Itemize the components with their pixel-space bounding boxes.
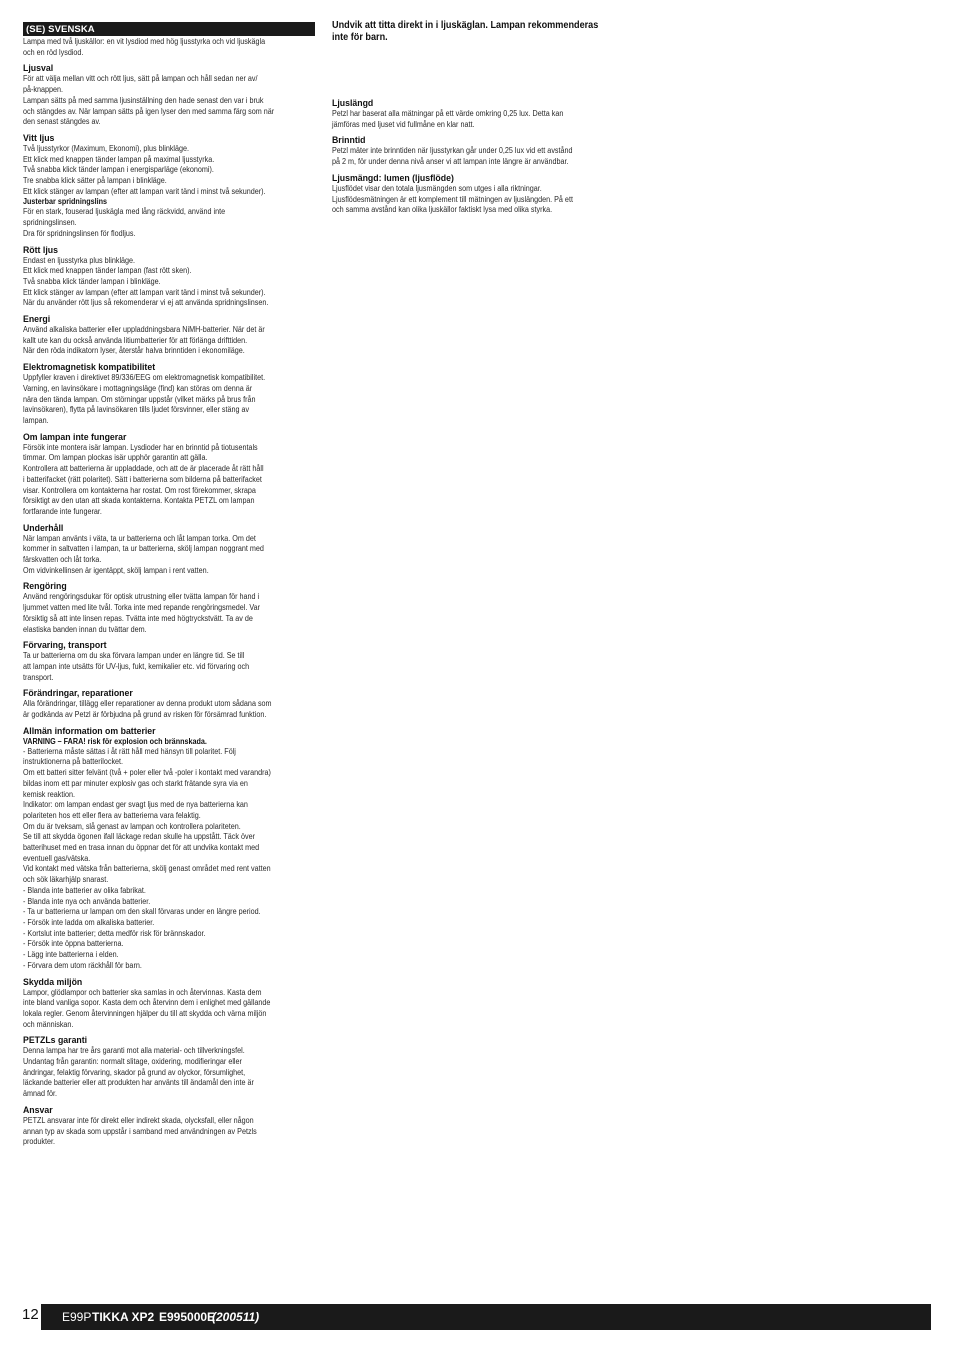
section-body: Två ljusstyrkor (Maximum, Ekonomi), plus blinkläge. Ett klick med knappen tänder lampan på maximal ljusstyrka. Två snabba klick tänder lampan i energisparläge (ekonomi). Tre snabba klick sätter på lampan i blinkläge. Ett klick stänger av lampan (efter att lampan varit tänd i minst två sekunder).	[23, 143, 266, 196]
page-number: 12	[22, 1306, 39, 1323]
warning-subheading: VARNING – FARA! risk för explosion och brännskada.	[23, 736, 207, 746]
section-title: Elektromagnetisk kompatibilitet	[23, 362, 156, 374]
section-title: Vitt ljus	[23, 132, 55, 144]
section-body: Använd rengöringsdukar för optisk utrustning eller tvätta lampan för hand i ljummet vatten med lite tvål. Torka inte med repande rengöringsmedel. Var försiktig så att inte linsen repas. Tvätta inte med högtryckstvätt. Ta av de elastiska banden innan du tvättar dem.	[23, 592, 261, 634]
light-specs	[332, 98, 622, 216]
intro-text: Lampa med två ljuskällor: en vit lysdiod med hög ljusstyrka och vid ljuskägla och en röd lysdiod.	[23, 37, 266, 57]
section-title: Ljuslängd	[332, 98, 374, 109]
section-title: Ansvar	[23, 1104, 53, 1116]
section-body: Uppfyller kraven i direktivet 89/336/EEG om elektromagnetisk kompatibilitet. Varning, en lavinsökare i mottagningsläge (find) kan störas om denna är nära den tända lampan. Om störningar uppstår (vilket märks på brus från lavinsökaren), flytta på lavinsökaren tills ljudet försvinner, eller stäng av lampan.	[23, 373, 266, 425]
section-body: Ljusflödet visar den totala ljusmängden som utges i alla riktningar. Ljusflödesmätningen är ett komplement till mätningen av ljuslängden. På ett och samma avstånd kan olika ljuskällor faktiskt lysa med olika styrka.	[332, 183, 573, 215]
section-title: PETZLs garanti	[23, 1035, 88, 1047]
section-body: Petzl mäter inte brinntiden när ljusstyrkan går under 0,25 lux vid ett avstånd på 2 m, för under denna nivå anser vi att lampan inte längre är användbar.	[332, 146, 573, 167]
section-body: Petzl har baserat alla mätningar på ett värde omkring 0,25 lux. Detta kan jämföras med ljuset vid fullmåne en klar natt.	[332, 109, 564, 129]
section-title: Förvaring, transport	[23, 640, 107, 652]
section-title: Skydda miljön	[23, 976, 83, 988]
section-body: Använd alkaliska batterier eller uppladdningsbara NiMH-batterier. När det är kallt ute kan du också använda litiumbatterier för att förlänga drifttiden. När den röda indikatorn lyser, återstår halva brinntiden i ekonomiläge.	[23, 325, 265, 356]
section-body: Alla förändringar, tillägg eller reparationer av denna produkt utom sådana som är godkända av Petzl är förbjudna på grund av risken för försämrad funktion.	[23, 699, 272, 720]
section-title: Rött ljus	[23, 244, 58, 256]
section-body: Försök inte montera isär lampan. Lysdioder har en brinntid på tiotusentals timmar. Om lampan plockas isär upphör garantin att gälla. Kontrollera att batterierna är uppladdade, och att de är placerade åt rätt håll i batterifacket (rätt polaritet). Sätt i batterierna som bilderna på batterifacket visar. Kontrollera om kontakterna har rostat. Om rost förekommer, skrapa försiktigt av den utan att skada kontakterna. Kontakta PETZL om lampan fortfarande inte fungerar.	[23, 442, 264, 516]
section-body: - Batterierna måste sättas i åt rätt håll med hänsyn till polaritet. Följ instruktionerna på batterilocket. Om ett batteri sitter felvänt (två + poler eller två -poler i kontakt med varandra) bildas inom ett par minuter explosiv gas och starkt frätande syra via en kemisk reaktion. Indikator: om lampan endast ger svagt ljus med de nya batterierna kan polariteten hos ett eller flera av batterierna vara felaktig. Om du är tveksam, slå genast av lampan och kontrollera polariteten. Se till att skydda ögonen ifall läckage redan skulle ha uppstått. Täck över batterihuset med en trasa innan du öppnar det för att undvika kontakt med eventuell gas/vätska. Vid kontakt med vätska från batterierna, skölj genast området med rent vatten och sök läkarhjälp snarast. - Blanda inte batterier av olika fabrikat. - Blanda inte nya och använda batterier. - Ta ur batterierna ur lampan om den skall förvaras under en längre period. - Försök inte ladda om alkaliska batterier. - Kortslut inte batterier; detta medför risk för brännskador. - Försök inte öppna batterierna. - Lägg inte batterierna i elden. - Förvara dem utom räckhåll för barn.	[23, 746, 271, 970]
footer-bar	[41, 1304, 931, 1330]
section-body: När lampan använts i väta, ta ur batterierna och låt lampan torka. Om det kommer in saltvatten i lampan, ta ur batterierna, skölj lampan noggrant med färskvatten och låt torka. Om vidvinkellinsen är igentäppt, skölj lampan i rent vatten.	[23, 533, 264, 575]
section-title: Ljusval	[23, 63, 54, 75]
section-title: Underhåll	[23, 522, 64, 534]
section-title: Allmän information om batterier	[23, 725, 156, 737]
section-title: Rengöring	[23, 581, 67, 593]
section-body: PETZL ansvarar inte för direkt eller indirekt skada, olycksfall, eller någon annan typ av skada som uppstår i samband med användningen av Petzls produkter.	[23, 1115, 257, 1147]
footer-date: (200511)	[212, 1310, 260, 1324]
footer-reference: E995000E	[159, 1310, 216, 1324]
right-column	[332, 20, 622, 216]
section-body: Denna lampa har tre års garanti mot alla material- och tillverkningsfel. Undantag från garantin: normalt slitage, oxidering, modifieringar eller ändringar, felaktig förvaring, skador på grund av olyckor, försumlighet, läckande batterier eller att produkten har använts till ändamål den inte är ämnad för.	[23, 1046, 254, 1099]
section-body: Lampor, glödlampor och batterier ska samlas in och återvinnas. Kasta dem inte bland vanliga sopor. Kasta dem och återvinn dem i enlighet med gällande lokala regler. Genom återvinningen hjälper du till att skydda och värna miljön och människan.	[23, 987, 271, 1029]
section-body: Endast en ljusstyrka plus blinkläge. Ett klick med knappen tänder lampan (fast rött sken). Två snabba klick tänder lampan i blinkläge. Ett klick stänger av lampan (efter att lampan varit tänd i minst två sekunder). När du använder rött ljus så rekomenderar vi ej att använda spridningslinsen.	[23, 255, 269, 308]
footer-code: E99P	[62, 1310, 92, 1324]
section-subheading: Justerbar spridningslins	[23, 197, 108, 207]
eye-warning: Undvik att titta direkt in i ljuskäglan. Lampan rekommenderas inte för barn.	[332, 20, 599, 43]
language-header: (SE) SVENSKA	[23, 22, 315, 36]
section-title: Brinntid	[332, 135, 366, 147]
left-column	[23, 22, 315, 1148]
section-title: Energi	[23, 314, 51, 326]
section-title: Ljusmängd: lumen (ljusflöde)	[332, 172, 454, 184]
footer-product: TIKKA XP2	[92, 1310, 155, 1324]
section-body: Ta ur batterierna om du ska förvara lampan under en längre tid. Se till att lampan inte utsätts för UV-ljus, fukt, kemikalier etc. vid förvaring och transport.	[23, 651, 250, 682]
section-body: För en stark, fouserad ljuskägla med lång räckvidd, använd inte spridningslinsen. Dra för spridningslinsen för flodljus.	[23, 207, 226, 238]
section-title: Om lampan inte fungerar	[23, 431, 127, 443]
section-title: Förändringar, reparationer	[23, 688, 133, 700]
section-body: För att välja mellan vitt och rött ljus, sätt på lampan och håll sedan ner av/ på-knappen. Lampan sätts på med samma ljusinställning den hade senast den var i bruk och stängdes av. När lampan sätts på igen lyser den med samma färg som när den senast stängdes av.	[23, 74, 275, 127]
